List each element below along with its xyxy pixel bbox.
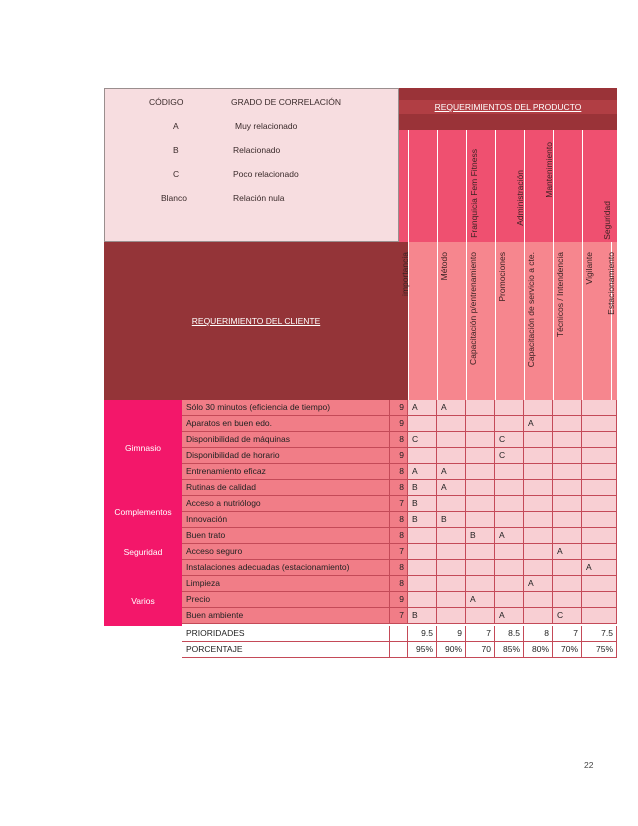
category-label: Seguridad <box>104 528 182 576</box>
correlation-cell <box>437 448 466 464</box>
requirement-cell: Limpieza <box>182 576 390 592</box>
correlation-cell <box>582 416 617 432</box>
legend-code: Blanco <box>161 193 187 203</box>
correlation-cell <box>466 560 495 576</box>
importance-cell: 8 <box>390 432 408 448</box>
priorities-value: 8.5 <box>495 626 524 642</box>
correlation-cell <box>437 416 466 432</box>
correlation-cell <box>437 496 466 512</box>
requirement-cell: Precio <box>182 592 390 608</box>
correlation-cell <box>408 576 437 592</box>
column-header: Técnicos / Intendencia <box>555 252 565 338</box>
correlation-cell <box>466 416 495 432</box>
legend-grade-header: GRADO DE CORRELACIÓN <box>231 97 342 107</box>
correlation-cell <box>524 512 553 528</box>
correlation-cell <box>582 576 617 592</box>
correlation-cell <box>553 480 582 496</box>
correlation-cell <box>408 560 437 576</box>
legend-code: C <box>173 169 180 179</box>
importance-cell: 8 <box>390 576 408 592</box>
correlation-cell <box>495 544 524 560</box>
correlation-cell <box>524 400 553 416</box>
correlation-cell <box>582 400 617 416</box>
correlation-cell <box>582 544 617 560</box>
percentages-value: 80% <box>524 642 553 658</box>
correlation-cell <box>466 496 495 512</box>
percentages-value: 75% <box>582 642 617 658</box>
correlation-cell <box>524 480 553 496</box>
correlation-cell: A <box>495 528 524 544</box>
correlation-cell: C <box>553 608 582 624</box>
priorities-value: 7 <box>466 626 495 642</box>
top-label: Mantenimiento <box>544 142 554 198</box>
correlation-cell <box>553 464 582 480</box>
category-label: Gimnasio <box>104 400 182 496</box>
correlation-cell <box>582 464 617 480</box>
priorities-value: 9 <box>437 626 466 642</box>
correlation-cell <box>553 528 582 544</box>
requirement-cell: Sólo 30 minutos (eficiencia de tiempo) <box>182 400 390 416</box>
importance-cell: 9 <box>390 416 408 432</box>
correlation-cell <box>553 496 582 512</box>
correlation-cell <box>553 448 582 464</box>
importance-cell: 9 <box>390 400 408 416</box>
priorities-value: 9.5 <box>408 626 437 642</box>
product-requirements-title: REQUERIMIENTOS DEL PRODUCTO <box>399 100 617 114</box>
correlation-cell: A <box>524 416 553 432</box>
correlation-cell: B <box>408 608 437 624</box>
correlation-cell <box>437 576 466 592</box>
correlation-cell: A <box>437 464 466 480</box>
column-header: importancia <box>400 252 410 296</box>
importance-cell: 9 <box>390 448 408 464</box>
correlation-cell <box>466 400 495 416</box>
correlation-cell: B <box>466 528 495 544</box>
correlation-cell <box>553 560 582 576</box>
correlation-cell: B <box>408 512 437 528</box>
requirement-cell: Buen trato <box>182 528 390 544</box>
correlation-cell: A <box>524 576 553 592</box>
correlation-cell <box>495 464 524 480</box>
correlation-cell <box>582 480 617 496</box>
requirement-cell: Aparatos en buen edo. <box>182 416 390 432</box>
correlation-cell <box>524 608 553 624</box>
requirement-cell: Acceso seguro <box>182 544 390 560</box>
correlation-cell <box>524 432 553 448</box>
correlation-cell <box>553 416 582 432</box>
correlation-cell: A <box>408 400 437 416</box>
priorities-label: PRIORIDADES <box>182 626 390 642</box>
correlation-cell <box>408 592 437 608</box>
column-header: Método <box>439 252 449 281</box>
correlation-cell <box>495 400 524 416</box>
percentages-value: 85% <box>495 642 524 658</box>
correlation-cell: A <box>408 464 437 480</box>
top-label: Administración <box>515 170 525 226</box>
importance-cell: 7 <box>390 496 408 512</box>
correlation-cell <box>524 560 553 576</box>
percentages-label: PORCENTAJE <box>182 642 390 658</box>
percentages-value: 70 <box>466 642 495 658</box>
correlation-cell <box>437 528 466 544</box>
requirement-cell: Buen ambiente <box>182 608 390 624</box>
importance-cell: 7 <box>390 544 408 560</box>
correlation-cell <box>582 432 617 448</box>
correlation-cell: B <box>408 496 437 512</box>
correlation-cell: B <box>437 512 466 528</box>
correlation-cell <box>495 496 524 512</box>
correlation-cell <box>466 576 495 592</box>
correlation-cell <box>466 464 495 480</box>
correlation-cell <box>553 400 582 416</box>
column-header: Capacitación p/entrenamiento <box>468 252 478 365</box>
correlation-cell <box>466 448 495 464</box>
importance-cell: 8 <box>390 528 408 544</box>
correlation-cell <box>495 512 524 528</box>
correlation-cell: C <box>495 448 524 464</box>
correlation-cell <box>582 512 617 528</box>
correlation-cell <box>582 608 617 624</box>
correlation-cell <box>582 528 617 544</box>
requirement-cell: Entrenamiento eficaz <box>182 464 390 480</box>
correlation-cell <box>524 528 553 544</box>
correlation-cell <box>582 496 617 512</box>
correlation-cell <box>495 576 524 592</box>
correlation-cell <box>437 592 466 608</box>
correlation-cell <box>466 512 495 528</box>
correlation-cell <box>466 432 495 448</box>
category-label: Complementos <box>104 496 182 528</box>
requirement-cell: Disponibilidad de horario <box>182 448 390 464</box>
importance-cell: 8 <box>390 512 408 528</box>
importance-cell: 8 <box>390 464 408 480</box>
correlation-cell <box>408 544 437 560</box>
product-subheader <box>399 130 617 242</box>
priorities-value: 8 <box>524 626 553 642</box>
correlation-cell <box>524 464 553 480</box>
correlation-cell <box>495 480 524 496</box>
requirement-cell: Acceso a nutriólogo <box>182 496 390 512</box>
correlation-cell: A <box>437 400 466 416</box>
correlation-cell <box>553 592 582 608</box>
correlation-cell <box>408 528 437 544</box>
correlation-cell: A <box>553 544 582 560</box>
correlation-cell <box>437 544 466 560</box>
priorities-value: 7 <box>553 626 582 642</box>
correlation-cell <box>495 592 524 608</box>
requirement-cell: Disponibilidad de máquinas <box>182 432 390 448</box>
correlation-cell <box>553 432 582 448</box>
correlation-cell <box>495 416 524 432</box>
correlation-cell <box>437 432 466 448</box>
legend-code-header: CÓDIGO <box>149 97 184 107</box>
correlation-legend <box>104 88 399 242</box>
correlation-cell <box>437 608 466 624</box>
percentages-value: 90% <box>437 642 466 658</box>
priorities-spacer <box>390 626 408 642</box>
correlation-cell <box>582 592 617 608</box>
correlation-cell: A <box>437 480 466 496</box>
correlation-cell <box>466 608 495 624</box>
legend-code: A <box>173 121 179 131</box>
correlation-cell <box>524 544 553 560</box>
requirement-cell: Instalaciones adecuadas (estacionamiento) <box>182 560 390 576</box>
top-label: Seguridad <box>602 201 612 240</box>
page-number: 22 <box>584 760 594 770</box>
legend-label: Relacionado <box>233 145 281 155</box>
correlation-cell <box>437 560 466 576</box>
column-header: Estacionamiento <box>606 252 616 315</box>
correlation-cell <box>553 512 582 528</box>
correlation-cell <box>466 544 495 560</box>
priorities-value: 7.5 <box>582 626 617 642</box>
requirement-cell: Rutinas de calidad <box>182 480 390 496</box>
top-label: Franquicia Fem Fitness <box>469 149 479 238</box>
importance-cell: 8 <box>390 480 408 496</box>
correlation-cell: C <box>495 432 524 448</box>
percentages-spacer <box>390 642 408 658</box>
correlation-cell: A <box>466 592 495 608</box>
correlation-cell <box>466 480 495 496</box>
percentages-value: 70% <box>553 642 582 658</box>
requirement-cell: Innovación <box>182 512 390 528</box>
correlation-cell: A <box>582 560 617 576</box>
correlation-cell <box>495 560 524 576</box>
legend-label: Muy relacionado <box>235 121 298 131</box>
correlation-cell <box>582 448 617 464</box>
correlation-cell: C <box>408 432 437 448</box>
correlation-cell: B <box>408 480 437 496</box>
legend-label: Poco relacionado <box>233 169 299 179</box>
correlation-cell: A <box>495 608 524 624</box>
correlation-cell <box>524 496 553 512</box>
column-header: Promociones <box>497 252 507 302</box>
column-header: Vigilante <box>584 252 594 285</box>
legend-label: Relación nula <box>233 193 285 203</box>
client-requirements-title: REQUERIMIENTO DEL CLIENTE <box>191 316 321 326</box>
correlation-cell <box>408 448 437 464</box>
importance-cell: 7 <box>390 608 408 624</box>
percentages-value: 95% <box>408 642 437 658</box>
correlation-cell <box>553 576 582 592</box>
correlation-cell <box>524 448 553 464</box>
importance-cell: 8 <box>390 560 408 576</box>
category-label: Varios <box>104 576 182 626</box>
correlation-cell <box>524 592 553 608</box>
column-header: Capacitación de servicio a cte. <box>526 252 536 368</box>
legend-code: B <box>173 145 179 155</box>
correlation-cell <box>408 416 437 432</box>
importance-cell: 9 <box>390 592 408 608</box>
